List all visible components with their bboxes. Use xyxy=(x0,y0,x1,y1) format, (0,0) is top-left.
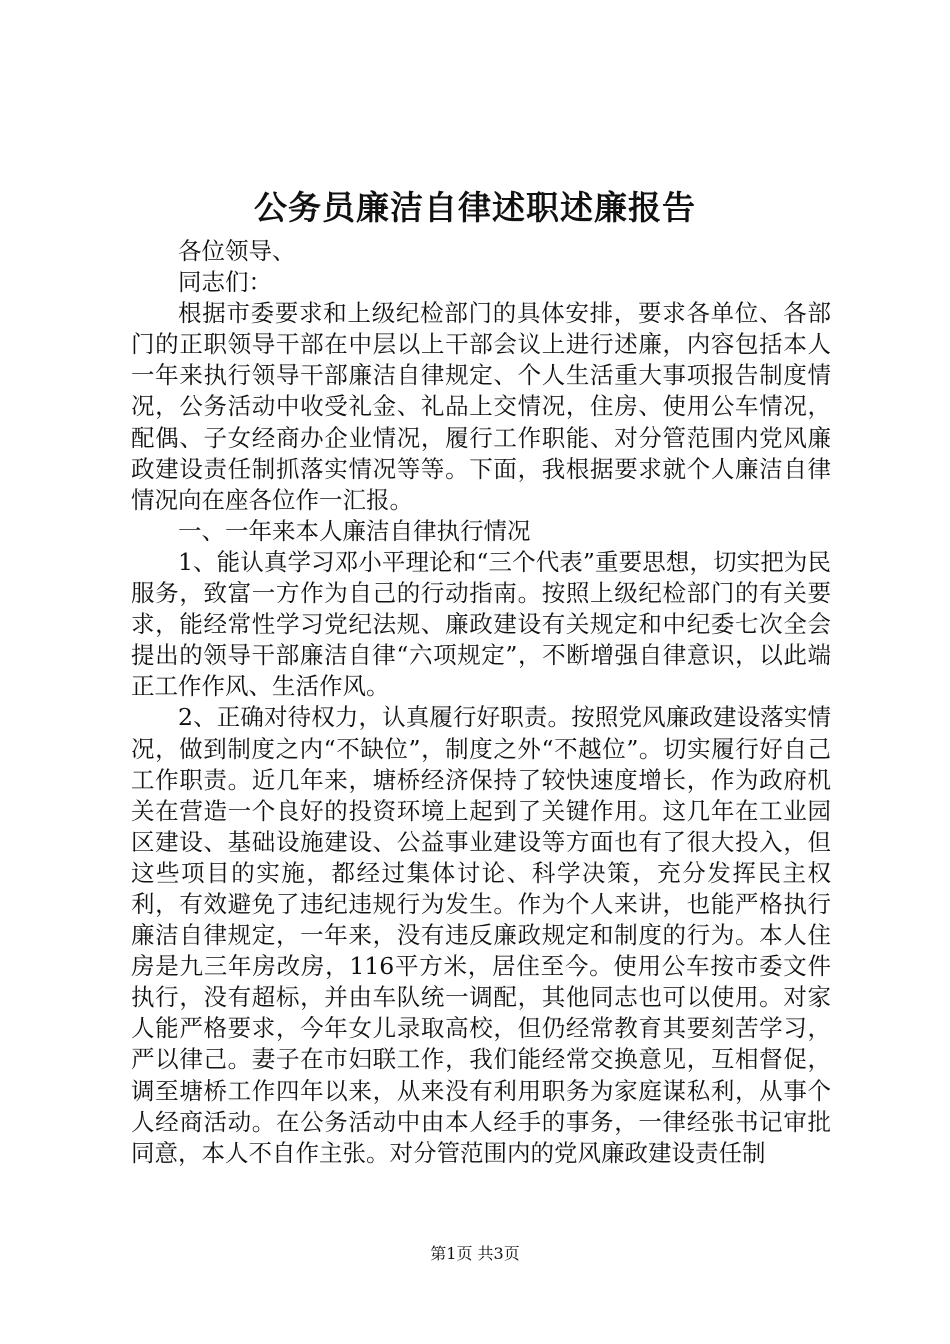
paragraph-item-2: 2、正确对待权力，认真履行好职责。按照党风廉政建设落实情况，做到制度之内“不缺位”，制度之外“不越位”。切实履行好自己工作职责。近几年来，塘桥经济保持了较快速度增长，作为政府机关在营造一个良好的投资环境上起到了关键作用。这几年在工业园区建设、基础设施建设、公益事业建设等方面也有了很大投入，但这些项目的实施，都经过集体讨论、科学决策，充分发挥民主权利，有效避免了违纪违规行为发生。作为个人来讲，也能严格执行廉洁自律规定，一年来，没有违反廉政规定和制度的行为。本人住房是九三年房改房，116平方米，居住至今。使用公车按市委文件执行，没有超标，并由车队统一调配，其他同志也可以使用。对家人能严格要求，今年女儿录取高校，但仍经常教育其要刻苦学习，严以律己。妻子在市妇联工作，我们能经常交换意见，互相督促，调至塘桥工作四年以来，从来没有利用职务为家庭谋私利，从事个人经商活动。在公务活动中由本人经手的事务，一律经张书记审批同意，本人不自作主张。对分管范围内的党风廉政建设责任制 xyxy=(131,703,831,1167)
section-heading: 一、一年来本人廉洁自律执行情况 xyxy=(178,516,531,545)
paragraph-item-1: 1、能认真学习邓小平理论和“三个代表”重要思想，切实把为民服务，致富一方作为自己的行动指南。按照上级纪检部门的有关要求，能经常性学习党纪法规、廉政建设有关规定和中纪委七次全会提出的领导干部廉洁自律“六项规定”，不断增强自律意识，以此端正工作作风、生活作风。 xyxy=(131,547,831,701)
page-footer: 第1页 共3页 xyxy=(430,1244,520,1263)
salutation-line-2: 同志们： xyxy=(178,268,272,297)
document-title: 公务员廉洁自律述职述廉报告 xyxy=(254,188,696,227)
salutation-line-1: 各位领导、 xyxy=(178,237,296,265)
intro-paragraph: 根据市委要求和上级纪检部门的具体安排，要求各单位、各部门的正职领导干部在中层以上干部会议上进行述廉，内容包括本人一年来执行领导干部廉洁自律规定、个人生活重大事项报告制度情况，公务活动中收受礼金、礼品上交情况，住房、使用公车情况，配偶、子女经商办企业情况，履行工作职能、对分管范围内党风廉政建设责任制抓落实情况等等。下面，我根据要求就个人廉洁自律情况向在座各位作一汇报。 xyxy=(131,299,831,514)
document-body xyxy=(131,236,831,1169)
